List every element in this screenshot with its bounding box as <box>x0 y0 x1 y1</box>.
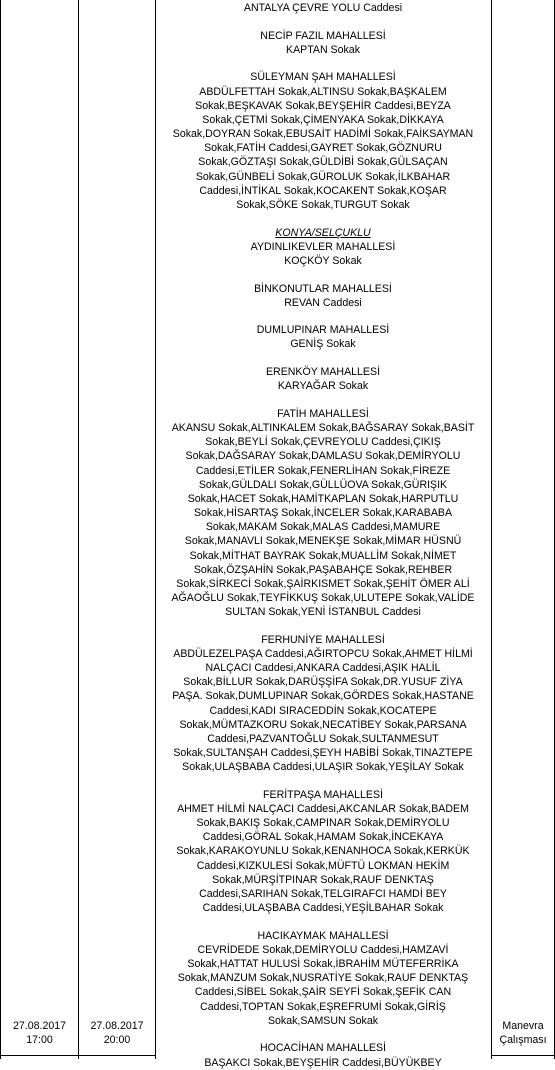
street-line: Sokak,GÜNBELİ Sokak,GÜROLUK Sokak,İLKBAHAR <box>195 170 451 183</box>
reason-line-1: Manevra <box>502 1020 544 1032</box>
street-line: AHMET HİLMİ NALÇACI Caddesi,AKCANLAR Sokak,BADEM <box>177 803 469 815</box>
street-line: Sokak,SİRKECİ Sokak,ŞAİRKISMET Sokak,ŞEHİT ÖMER ALİ <box>176 577 470 590</box>
neighborhood-title-hacikaymak: HACIKAYMAK MAHALLESİ <box>257 929 389 942</box>
end-datetime-cell <box>79 1020 155 1047</box>
street-line: Sokak,GÖZTAŞI Sokak,GÜLDİBİ Sokak,GÜLSAÇAN <box>198 156 448 169</box>
street-line: Caddesi,ETİLER Sokak,FENERLİHAN Sokak,FİREZE <box>195 464 451 477</box>
street-list-aydinlikevler: KOÇKÖY Sokak <box>284 254 362 267</box>
start-date: 27.08.2017 <box>12 1020 67 1032</box>
street-line: Sokak,SAMSUN Sokak <box>267 1014 379 1027</box>
street-line: Sokak,HATTAT HULUSİ Sokak,İBRAHİM MÜTEFERRİKA <box>187 958 459 971</box>
neighborhood-title-fatih: FATİH MAHALLESİ <box>277 407 369 420</box>
neighborhood-title-erenkoy: ERENKÖY MAHALLESİ <box>265 366 381 379</box>
street-line: Sokak,BİLLUR Sokak,DARÜŞŞİFA Sokak,DR.YUSUF ZİYA <box>183 676 463 689</box>
street-line: Sokak,HACET Sokak,HAMİTKAPLAN Sokak,HARPUTLU <box>187 492 459 505</box>
street-line: AĞAOĞLU Sokak,TEYFİKKUŞ Sokak,ULUTEPE Sokak,VALİDE <box>171 591 475 604</box>
street-line: Sokak,DOYRAN Sokak,EBUSAİT HADİMİ Sokak,FAİKSAYMAN <box>172 128 474 141</box>
neighborhood-title-suleyman-sah: SÜLEYMAN ŞAH MAHALLESİ <box>250 71 396 84</box>
street-line: Sokak,DAĞSARAY Sokak,DAMLASU Sokak,DEMİRYOLU <box>185 450 461 463</box>
area-list-cell <box>156 0 490 1070</box>
street-line: Sokak,ULAŞBABA Caddesi,ULAŞIR Sokak,YEŞİLAY Sokak <box>182 761 464 774</box>
street-line: ABDÜLFETTAH Sokak,ALTINSU Sokak,BAŞKALEM <box>199 85 447 98</box>
street-line: Sokak,BEYLİ Sokak,ÇEVREYOLU Caddesi,ÇIKIŞ <box>205 436 441 449</box>
street-line: Caddesi,KIZKULESİ Sokak,MÜFTÜ LOKMAN HEKİM <box>196 859 450 872</box>
street-line: Sokak,MİTHAT BAYRAK Sokak,MUALLİM Sokak,NİMET <box>189 549 457 562</box>
street-line: SULTAN Sokak,YENİ İSTANBUL Caddesi <box>225 606 421 619</box>
street-line: Caddesi,İNTİKAL Sokak,KOCAKENT Sokak,KOŞAR <box>199 184 447 197</box>
street-line: Sokak,SÖKE Sokak,TURGUT Sokak <box>236 198 410 211</box>
neighborhood-title-necip-fazil: NECİP FAZIL MAHALLESİ <box>260 29 386 42</box>
row-bottom-line-right <box>491 1055 555 1056</box>
street-line: Sokak,ÇETMİ Sokak,ÇİMENYAKA Sokak,DİKKAYA <box>202 113 444 126</box>
street-line: Sokak,GÜLDALI Sokak,GÜLLÜOVA Sokak,GÜRIŞIK <box>198 478 448 491</box>
neighborhood-title-feritpasa: FERİTPAŞA MAHALLESİ <box>263 788 383 801</box>
street-line: AKANSU Sokak,ALTINKALEM Sokak,BAĞSARAY Sokak,BASİT <box>171 422 475 435</box>
street-line: Sokak,FATİH Caddesi,GAYRET Sokak,GÖZNURU <box>204 142 442 155</box>
city-district-heading: KONYA/SELÇUKLU <box>275 226 371 239</box>
street-list-hacikaymak <box>156 943 490 1028</box>
street-line: ABDÜLEZELPAŞA Caddesi,AĞIRTOPCU Sokak,AHMET HİLMİ <box>173 647 473 660</box>
neighborhood-title-dumlupinar: DUMLUPINAR MAHALLESİ <box>256 324 390 337</box>
column-divider-1 <box>78 0 79 1059</box>
street-line: Sokak,BEŞKAVAK Sokak,BEYŞEHİR Caddesi,BEYZA <box>195 99 451 112</box>
street-line: Caddesi,KADI SIRACEDDİN Sokak,KOCATEPE <box>209 704 437 717</box>
street-line: Sokak,HİSARTAŞ Sokak,İNCELER Sokak,KARABABA <box>193 507 453 520</box>
street-list-suleyman-sah <box>156 85 490 212</box>
start-time: 17:00 <box>26 1033 53 1046</box>
street-line: BAŞAKCI Sokak,BEYŞEHİR Caddesi,BÜYÜKBEY <box>204 1056 442 1069</box>
neighborhood-title-aydinlikevler: AYDINLIKEVLER MAHALLESİ <box>250 240 396 253</box>
street-line: Sokak,BAKIŞ Sokak,CAMPINAR Sokak,DEMİRYOLU <box>196 817 450 830</box>
street-line: CEVRİDEDE Sokak,DEMİRYOLU Caddesi,HAMZAVİ <box>197 943 449 956</box>
street-line: Caddesi,PAZVANTOĞLU Sokak,SULTANMESUT <box>207 732 439 745</box>
reason-line-2: Çalışması <box>499 1033 547 1046</box>
neighborhood-title-ferhuniye: FERHUNİYE MAHALLESİ <box>261 633 385 646</box>
street-list-dumlupinar: GENİŞ Sokak <box>290 338 356 351</box>
street-list-binkonutlar: REVAN Caddesi <box>284 296 362 309</box>
street-line: PAŞA. Sokak,DUMLUPINAR Sokak,GÖRDES Sokak,HASTANE <box>172 690 474 703</box>
street-line: Sokak,MANZUM Sokak,NUSRATİYE Sokak,RAUF DENKTAŞ <box>177 972 469 985</box>
street-list-erenkoy: KARYAĞAR Sokak <box>277 380 369 393</box>
street-line: Sokak,ÖZŞAHİN Sokak,PAŞABAHÇE Sokak,REHBER <box>193 563 453 576</box>
street-line: Caddesi,SİBEL Sokak,ŞAİR SEYFİ Sokak,ŞEFİK CAN <box>194 986 452 999</box>
street-list-necip-fazil: KAPTAN Sokak <box>286 43 360 56</box>
street-line: Sokak,SULTANŞAH Caddesi,ŞEYH HABİBİ Sokak,TINAZTEPE <box>173 747 473 760</box>
street-line: Caddesi,TOPTAN Sokak,EŞREFRUMİ Sokak,GİRİŞ <box>200 1000 446 1013</box>
street-list-ferhuniye <box>156 647 490 774</box>
street-line: Sokak,MAKAM Sokak,MALAS Caddesi,MAMURE <box>205 521 441 534</box>
street-line: Caddesi,SARIHAN Sokak,TELGIRAFCI HAMDİ BEY <box>199 887 447 900</box>
neighborhood-title-binkonutlar: BİNKONUTLAR MAHALLESİ <box>254 282 392 295</box>
street-list-hocacihan <box>156 1056 490 1070</box>
row-bottom-line-left <box>0 1055 155 1056</box>
street-list-fatih <box>156 421 490 619</box>
street-line: Sokak,KARAKOYUNLU Sokak,KENANHOCA Sokak,KERKÜK <box>176 845 470 858</box>
start-datetime-cell <box>1 1020 78 1047</box>
street-line: Caddesi,GÖRAL Sokak,HAMAM Sokak,İNCEKAYA <box>202 831 444 844</box>
street-line: Sokak,MANAVLI Sokak,MENEKŞE Sokak,MİMAR HÜSNÜ <box>184 535 462 548</box>
street-line: Sokak,MÜMTAZKORU Sokak,NECATİBEY Sokak,PARSANA <box>179 718 467 731</box>
street-line: Caddesi,ULAŞBABA Caddesi,YEŞİLBAHAR Sokak <box>202 902 444 915</box>
column-divider-3 <box>491 0 492 1059</box>
reason-cell <box>492 1020 554 1047</box>
table-border-left <box>0 0 1 1059</box>
street-list-feritpasa <box>156 802 490 915</box>
neighborhood-title-hocacihan: HOCACİHAN MAHALLESİ <box>260 1042 386 1055</box>
end-date: 27.08.2017 <box>90 1020 144 1032</box>
street-line: Sokak,MÜRŞİTPINAR Sokak,RAUF DENKTAŞ <box>212 873 434 886</box>
end-time: 20:00 <box>103 1033 131 1046</box>
street-line: NALÇACI Caddesi,ANKARA Caddesi,AŞIK HALİL <box>205 662 441 675</box>
top-street-line: ANTALYA ÇEVRE YOLU Caddesi <box>243 2 403 14</box>
